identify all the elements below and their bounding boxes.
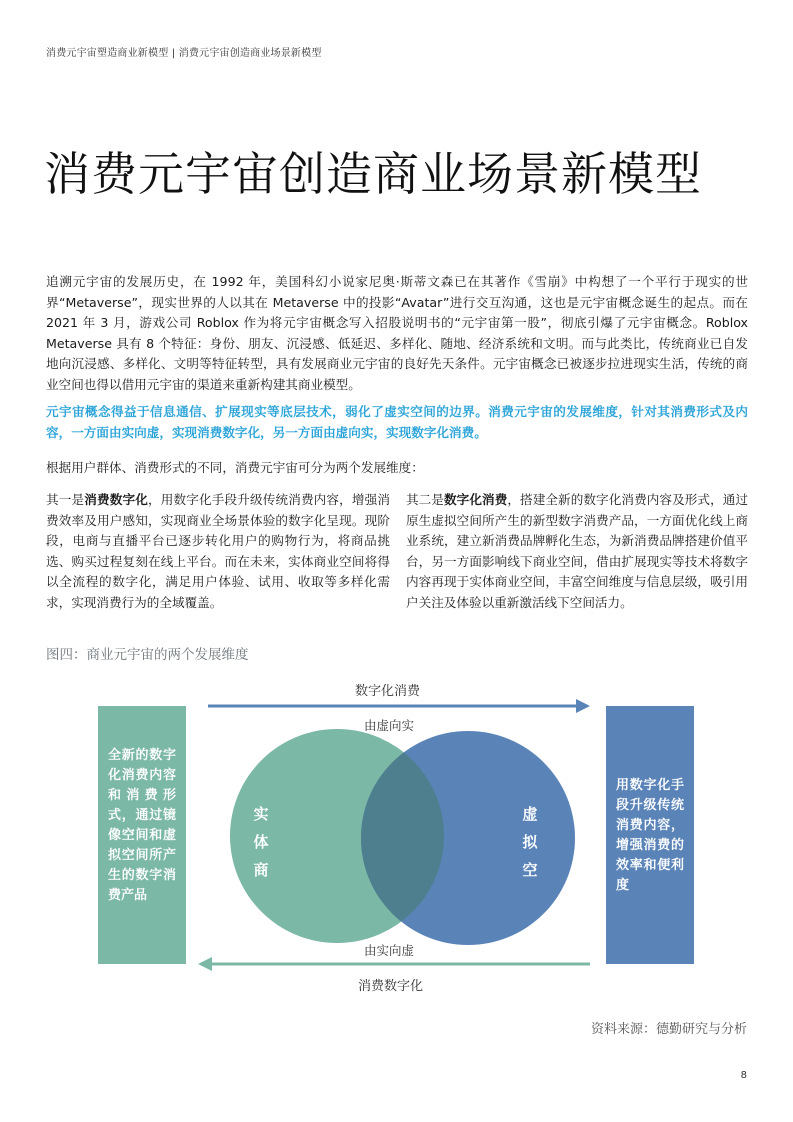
left-circle-text: 实体商 [253,805,269,879]
dimensions-intro: 根据用户群体、消费形式的不同，消费元宇宙可分为两个发展维度： [46,460,424,475]
dimension-two-text [406,490,748,613]
highlight-paragraph: 元宇宙概念得益于信息通信、扩展现实等底层技术，弱化了虚实空间的边界。消费元宇宙的发展维度，针对其消费形式及内容，一方面由实向虚，实现消费数字化，另一方面由虚向实，实现数字化消费。 [46,404,748,440]
dimension-one-keyword: 消费数字化 [84,492,148,507]
dimension-two-prefix: 其二是 [406,492,445,507]
dimension-one-body: ，用数字化手段升级传统消费内容，增强消费效率及用户感知，实现商业全场景体验的数字化呈现。现阶段，电商与直播平台已逐步转化用户的购物行为，将商品挑选、购买过程复刻在线上平台。而在未来，实体商业空间将得以全流程的数字化，满足用户体验、试用、收取等多样化需求，实现消费行为的全域覆盖。 [46,492,391,610]
left-arrow-icon [198,956,590,972]
running-header: 消费元宇宙塑造商业新模型 | 消费元宇宙创造商业场景新模型 [46,48,322,59]
right-description-box: 用数字化手段升级传统消费内容，增强消费的效率和便利度 [606,706,694,964]
intro-paragraph: 追溯元宇宙的发展历史，在 1992 年，美国科幻小说家尼奥·斯蒂文森已在其著作《雪崩》中构想了一个平行于现实的世界“Metaverse”，现实世界的人以其在 Metaverse 中的投影“Avatar”进行交互沟通，这也是元宇宙概念诞生的起点。而在 2021 年 3 月，游戏公司 Roblox 作为将元宇宙概念写入招股说明书的“元宇宙第一股”，彻底引爆了元宇宙概念。Roblox Metaverse 具有 8 个特征：身份、朋友、沉浸感、低延迟、多样化、随地、经济系统和文明。而与此类比，传统商业已自发地向沉浸感、多样化、文明等特征转型，具有发展商业元宇宙的良好先天条件。元宇宙概念已被逐步拉进现实生活，传统的商业空间也得以借用元宇宙的渠道来重新构建其商业模型。 [46,274,748,392]
real-to-virtual-label: 由实向虚 [364,943,415,958]
dimension-one-text [46,490,390,613]
dimension-two-body: ，搭建全新的数字化消费内容及形式，通过原生虚拟空间所产生的新型数字消费产品，一方面优化线上商业系统，建立新消费品牌孵化生态，为新消费品牌搭建价值平台，另一方面影响线下商业空间，借由扩展现实等技术将数字内容再现于实体商业空间，丰富空间维度与信息层级，吸引用户关注及体验以重新激活线下空间活力。 [406,492,749,610]
dimension-two-keyword: 数字化消费 [444,492,508,507]
dimension-one-prefix: 其一是 [46,492,85,507]
bottom-arrow-label: 消费数字化 [358,979,424,994]
page-number: 8 [740,1070,747,1081]
figure-caption: 图四：商业元宇宙的两个发展维度 [46,647,249,663]
virtual-to-real-label: 由虚向实 [364,718,415,733]
source-note: 资料来源：德勤研究与分析 [590,1022,747,1037]
top-arrow-label: 数字化消费 [355,684,421,699]
right-arrow-icon [208,698,590,714]
page-title: 消费元宇宙创造商业场景新模型 [44,147,702,201]
left-description-box: 全新的数字化消费内容和消费形式，通过镜像空间和虚拟空间所产生的数字消费产品 [98,706,186,964]
right-circle-text: 虚拟空 [522,805,538,879]
